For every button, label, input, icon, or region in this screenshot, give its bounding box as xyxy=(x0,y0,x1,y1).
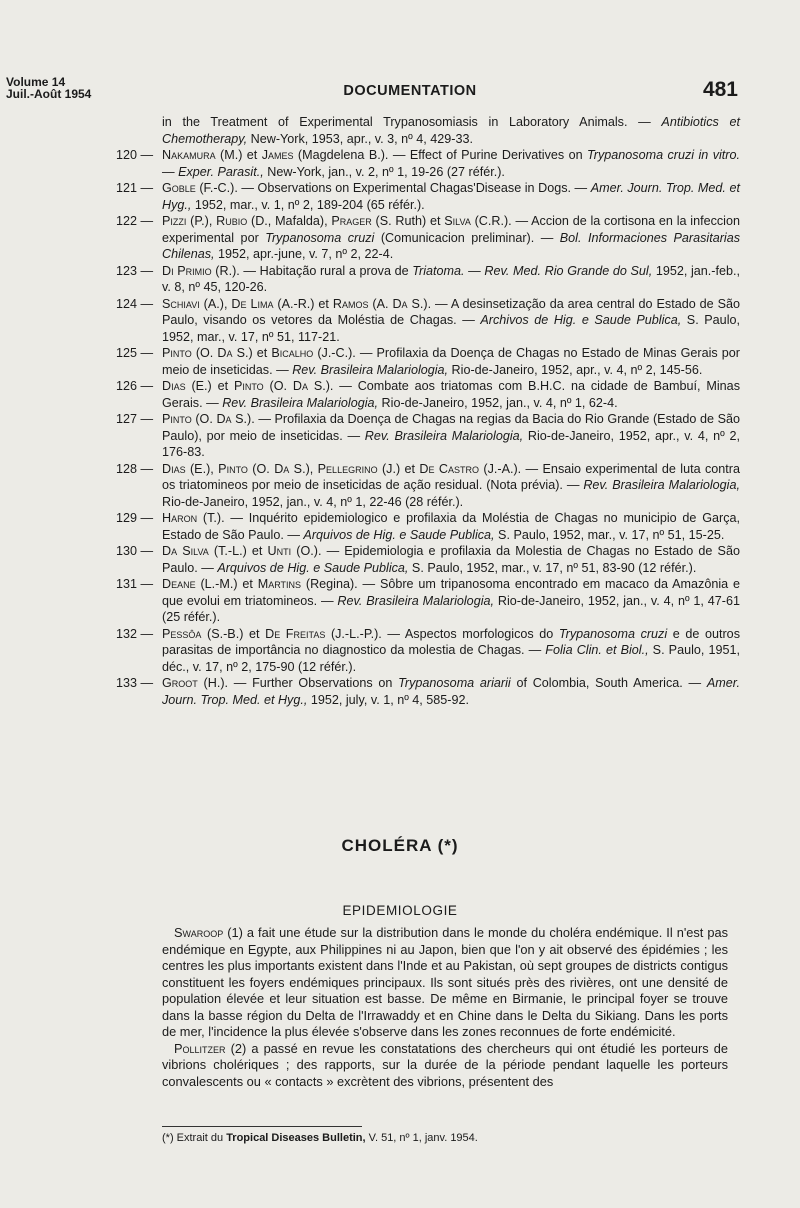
italic-text: Trypanosoma cruzi xyxy=(558,626,668,641)
reference-text xyxy=(162,180,740,213)
author-name: De Castro xyxy=(419,461,480,476)
text-run: (O. xyxy=(191,412,217,426)
text-run: Rio-de-Janeiro, 1952, apr., v. 4, nº 2, 145-56. xyxy=(448,362,703,377)
text-run: (E.), xyxy=(185,461,219,476)
reference-text xyxy=(162,626,740,676)
reference-text xyxy=(162,510,740,543)
reference-text xyxy=(162,114,740,147)
italic-text: Triatoma. — Rev. Med. Rio Grande do Sul, xyxy=(412,263,653,278)
text-run: (J.-L.-P.). — Aspectos morfologicos do xyxy=(325,626,559,641)
footnote-pre: Extrait du xyxy=(173,1132,227,1144)
reference-text xyxy=(162,147,740,180)
author-name: Pollitzer xyxy=(174,1040,226,1056)
reference-number: 120 — xyxy=(116,148,154,162)
text-run: S. Paulo, 1952, mar., v. 17, nº 51, 117-21. xyxy=(162,313,740,344)
text-run: New-York, 1953, apr., v. 3, nº 4, 429-33. xyxy=(247,131,473,146)
text-run: S. Paulo, 1951, déc., v. 17, nº 2, 175-90 (12 référ.). xyxy=(162,643,740,674)
text-run: (Comunicacion preliminar). — xyxy=(374,230,560,245)
italic-text: Folia Clin. et Biol., xyxy=(545,643,649,657)
reference-entry xyxy=(100,263,740,296)
author-name: Rubio xyxy=(216,214,248,228)
reference-entry xyxy=(100,461,740,511)
reference-number: 127 — xyxy=(116,412,154,426)
text-run: (R.). — Habitação rural a prova de xyxy=(211,263,413,278)
italic-text: Rev. Brasileira Malariologia, xyxy=(583,478,740,492)
text-run: (D., Mafalda), xyxy=(247,214,332,228)
text-run: S. Paulo, 1952, mar., v. 17, nº 51, 15-25. xyxy=(494,527,725,542)
text-run: (A. xyxy=(368,296,393,311)
text-run: (H.). — Further Observations on xyxy=(197,676,399,690)
italic-text: Trypanosoma ariarii xyxy=(398,676,511,690)
text-run: (2) a passé en revue les constatations des chercheurs qui ont étudié les porteurs de vibrions cholériques ; des rapports, sur la durée de la période pendant laquelle les porteurs convalescents ou « contacts » excrètent des vibrions, présentent des xyxy=(162,1040,728,1089)
text-run: Rio-de-Janeiro, 1952, jan., v. 4, nº 1, 62-4. xyxy=(378,395,618,410)
text-run: (A.-R.) et xyxy=(273,296,333,311)
reference-text xyxy=(162,345,740,378)
footnote-rule xyxy=(162,1126,362,1127)
reference-number: 131 — xyxy=(116,577,154,591)
text-run: New-York, jan., v. 2, nº 1, 19-26 (27 référ.). xyxy=(263,164,505,179)
italic-text: Amer. Journ. Trop. Med. et Hyg., xyxy=(162,676,740,707)
reference-number: 129 — xyxy=(116,511,154,525)
reference-entry xyxy=(100,626,740,676)
italic-text: Rev. Brasileira Malariologia, xyxy=(222,395,379,410)
text-run: (S. Ruth) et xyxy=(371,214,445,228)
author-name: Pinto xyxy=(162,346,192,360)
text-run: (L.-M.) et xyxy=(195,577,258,591)
italic-text: Rev. Brasileira Malariologia, xyxy=(337,593,494,608)
author-name: Haron xyxy=(162,511,198,525)
italic-text: Trypanosoma cruzi in vitro. — Exper. Parasit., xyxy=(162,148,740,179)
reference-number: 125 — xyxy=(116,346,154,360)
text-run: S. Paulo, 1952, mar., v. 17, nº 51, 83-90 (12 référ.). xyxy=(408,560,697,575)
italic-text: Rev. Brasileira Malariologia, xyxy=(364,428,524,443)
author-name: Da xyxy=(217,346,233,360)
reference-number: 132 — xyxy=(116,626,154,641)
author-name: Da xyxy=(216,412,232,426)
author-name: Di Primio xyxy=(162,263,212,278)
reference-entry xyxy=(100,378,740,411)
text-run: Rio-de-Janeiro, 1952, jan., v. 4, nº 1, 47-61 (25 référ.). xyxy=(162,593,740,624)
author-name: Bicalho xyxy=(271,346,314,360)
reference-entry xyxy=(100,114,740,147)
author-name: Da Silva xyxy=(162,544,209,558)
text-run: (A.), xyxy=(199,296,232,311)
text-run: (F.-C.). — Observations on Experimental Chagas'Disease in Dogs. — xyxy=(195,181,591,195)
page-number: 481 xyxy=(702,78,738,101)
text-run: S.) et xyxy=(232,346,272,360)
text-run: S.). — Profilaxia da Doença de Chagas na regias da Bacia do Rio Grande (Estado de São Paulo), por meio de inseticidas. — xyxy=(162,412,740,443)
text-run: (S.-B.) et xyxy=(201,626,266,641)
volume-label: Volume 14 xyxy=(6,75,66,89)
reference-entry xyxy=(100,213,740,263)
reference-entry xyxy=(100,675,740,708)
author-name: Unti xyxy=(267,544,292,558)
text-run: in the Treatment of Experimental Trypanosomiasis in Laboratory Animals. — xyxy=(162,115,662,129)
author-name: Pessôa xyxy=(162,626,202,641)
italic-text: Bol. Informaciones Parasitarias Chilenas, xyxy=(162,230,740,261)
text-run: 1952, apr.-june, v. 7, nº 2, 22-4. xyxy=(214,247,394,261)
text-run: (E.) et xyxy=(185,379,234,393)
text-run: 1952, jan.-feb., v. 8, nº 45, 120-26. xyxy=(162,263,741,294)
author-name: Pinto xyxy=(233,379,264,393)
reference-number: 121 — xyxy=(116,181,154,195)
reference-entry xyxy=(100,411,740,461)
footnote-source: Tropical Diseases Bulletin, xyxy=(226,1132,366,1144)
issue-date: Juil.-Août 1954 xyxy=(6,87,92,101)
italic-text: Amer. Journ. Trop. Med. et Hyg., xyxy=(162,181,740,212)
author-name: Prager xyxy=(331,214,372,228)
reference-number: 124 — xyxy=(116,296,154,311)
text-run: (T.). — Inquérito epidemiologico e profilaxia da Moléstia de Chagas no municipio de Garça, Estado de São Paulo. — xyxy=(162,511,740,542)
paragraph xyxy=(162,925,728,1041)
author-name: De Lima xyxy=(231,296,274,311)
text-run: (J.) et xyxy=(377,461,420,476)
author-name: James xyxy=(261,148,294,162)
text-run: (O. xyxy=(191,346,218,360)
footnote-post: V. 51, nº 1, janv. 1954. xyxy=(365,1132,478,1144)
text-run: S.). — A desinsetização da area central do Estado de São Paulo, visando os vetores da Moléstia de Chagas. — xyxy=(162,296,740,327)
text-run: (O. xyxy=(247,461,275,476)
reference-text xyxy=(162,411,740,461)
reference-entry xyxy=(100,345,740,378)
reference-number: 126 — xyxy=(116,379,154,393)
author-name: Pellegrino xyxy=(317,461,378,476)
italic-text: Antibiotics et Chemotherapy, xyxy=(162,115,740,146)
text-run: (Magdelena B.). — Effect of Purine Derivatives on xyxy=(293,148,588,162)
text-run: Rio-de-Janeiro, 1952, jan., v. 4, nº 1, 22-46 (28 référ.). xyxy=(162,494,464,509)
reference-entry xyxy=(100,543,740,576)
text-run: (M.) et xyxy=(215,148,262,162)
text-run: (C.R.). — Accion de la cortisona en la infeccion experimental por xyxy=(162,214,740,245)
text-run: (J.-C.). — Profilaxia da Doença de Chagas no Estado de Minas Gerais por meio de inseticidas. — xyxy=(162,346,740,377)
author-name: Martins xyxy=(257,577,302,591)
reference-entry xyxy=(100,296,740,346)
text-run: S.). — Combate aos triatomas com B.H.C. na cidade de Bambuí, Minas Gerais. — xyxy=(162,379,740,410)
reference-text xyxy=(162,461,740,511)
text-run: (Regina). — Sôbre um tripanosoma encontrado em macaco da Amazônia e que evolui em triatomineos. — xyxy=(162,577,740,608)
reference-text xyxy=(162,378,740,411)
author-name: Ramos xyxy=(332,296,369,311)
author-name: Dias xyxy=(162,379,186,393)
text-run: (1) a fait une étude sur la distribution dans le monde du choléra endémique. Il n'est pas endémique en Egypte, aux Philippines ni au Japon, bien que l'on y ait observé des épidémies ; les centres les plus importants existent dans l'Inde et au Pakistan, où sept groupes de districts contigus constituent les foyers endémiques principaux. Ils sont situés près des rivières, ont une densité de population élevée et leur situation est basse. De même en Birmanie, le principal foyer se trouve dans la basse région du Delta de l'Irrawaddy et en Chine dans le Delta du Sikiang. Dans les ports de mer, l'incidence la plus élevée s'observe dans les zones reconnues de forte endémicité. xyxy=(162,925,728,1039)
author-name: De Freitas xyxy=(265,626,326,641)
text-run: (T.-L.) et xyxy=(208,544,268,558)
text-run: 1952, mar., v. 1, nº 2, 189-204 (65 référ.). xyxy=(191,197,425,212)
reference-entry xyxy=(100,147,740,180)
text-run: (O. xyxy=(263,379,293,393)
reference-number: 122 — xyxy=(116,214,154,228)
reference-entry xyxy=(100,510,740,543)
author-name: Swaroop xyxy=(174,925,224,940)
reference-list xyxy=(100,114,740,708)
reference-text xyxy=(162,263,740,296)
italic-text: Arquivos de Hig. e Saude Publica, xyxy=(217,560,409,575)
reference-number: 123 — xyxy=(116,263,154,278)
paragraph xyxy=(162,1041,728,1091)
section-title: CHOLÉRA (*) xyxy=(341,836,459,855)
author-name: Nakamura xyxy=(162,148,216,162)
reference-text xyxy=(162,576,740,626)
italic-text: Rev. Brasileira Malariologia, xyxy=(292,362,449,377)
text-run: (O.). — Epidemiologia e profilaxia da Molestia de Chagas no Estado de São Paulo. — xyxy=(162,544,740,575)
author-name: Pinto xyxy=(218,461,248,476)
author-name: Da xyxy=(274,461,290,476)
text-run: 1952, july, v. 1, nº 4, 585-92. xyxy=(307,692,470,707)
text-run: (J.-A.). — Ensaio experimental de luta contra os triatomineos por meio de inseticidas de ação residual. (Nota prévia). — xyxy=(162,461,740,492)
author-name: Pinto xyxy=(162,412,192,426)
reference-text xyxy=(162,543,740,576)
body-text xyxy=(162,925,728,1090)
reference-text xyxy=(162,296,740,346)
footnote xyxy=(162,1131,732,1145)
text-run: (P.), xyxy=(186,214,217,228)
author-name: Goble xyxy=(162,181,196,195)
author-name: Da xyxy=(392,296,408,311)
italic-text: Archivos de Hig. e Saude Publica, xyxy=(480,313,682,327)
reference-text xyxy=(162,675,740,708)
footnote-marker: (*) xyxy=(162,1132,174,1144)
volume-info xyxy=(6,76,91,100)
author-name: Dias xyxy=(162,461,186,476)
author-name: Groot xyxy=(162,676,198,690)
text-run: Rio-de-Janeiro, 1952, apr., v. 4, nº 2, 176-83. xyxy=(162,428,740,459)
text-run: e de outros parasitas de importância no diagnostico da molestia de Chagas. — xyxy=(162,626,740,657)
author-name: Silva xyxy=(444,214,471,228)
author-name: Da xyxy=(292,379,308,393)
reference-number: 130 — xyxy=(116,544,154,558)
author-name: Deane xyxy=(162,577,196,591)
reference-entry xyxy=(100,576,740,626)
reference-number: 128 — xyxy=(116,461,154,476)
italic-text: Arquivos de Hig. e Saude Publica, xyxy=(303,527,495,542)
reference-number: 133 — xyxy=(116,676,154,690)
subsection-title: EPIDEMIOLOGIE xyxy=(342,903,458,918)
running-head: DOCUMENTATION xyxy=(343,83,477,99)
author-name: Pizzi xyxy=(162,214,187,228)
text-run: S.), xyxy=(289,461,318,476)
author-name: Schiavi xyxy=(162,296,200,311)
text-run: of Colombia, South America. — xyxy=(510,676,707,690)
reference-entry xyxy=(100,180,740,213)
reference-text xyxy=(162,213,740,263)
italic-text: Trypanosoma cruzi xyxy=(265,230,375,245)
